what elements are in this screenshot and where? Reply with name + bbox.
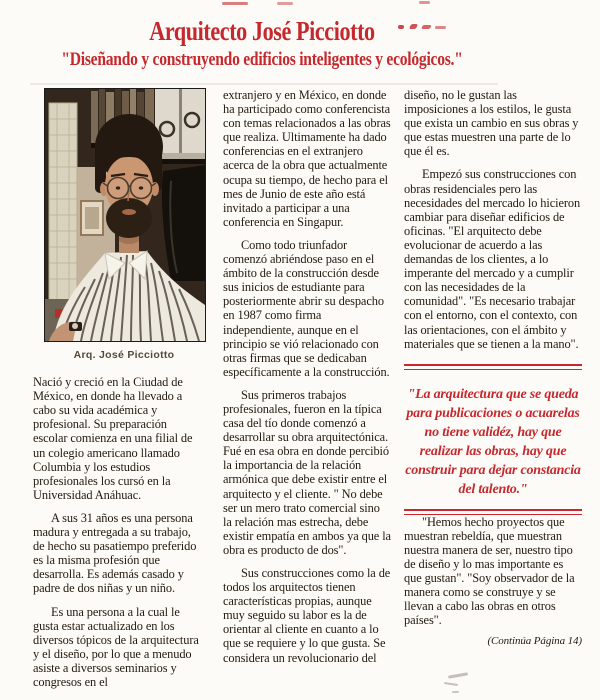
scan-artifact xyxy=(452,691,459,693)
body-paragraph: extranjero y en México, en donde ha participado como conferencista con temas relacionados a las obras que realiza. Ultimamente ha dado conferencias en el extranjero acerca de la obra que actualmente ocupa su tiempo, de hecho para el mes de Junio de este año está invitado a participar a una conferencia en Singapur. xyxy=(223,88,391,229)
column-right xyxy=(404,88,582,689)
body-paragraph: A sus 31 años es una persona madura y entregada a su trabajo, de hecho su pasatiempo preferido es la misma profesión que desarrolla. Es además casado y padre de dos niñas y un niño. xyxy=(33,510,197,596)
body-paragraph: Empezó sus construcciones con obras residenciales pero las necesidades del mercado lo hicieron cambiar para diseñar edificios de oficinas. "El arquitecto debe evolucionar de acuerdo a las demandas de los clientes, a lo imperante del mercado y a cumplir con las necesidades de la comunidad". "Es necesario trabajar con el entorno, con el contexto, con las orientaciones, con el ámbito y materiales que se tienen a la mano". xyxy=(404,167,581,351)
body-paragraph: Nació y creció en la Ciudad de México, en donde ha llevado a cabo su vida académica y profesional. Su preparación escolar comienza en una filial de un colegio americano llamado Columbia y los estudios profesionales los cursó en la Universidad Anáhuac. xyxy=(33,375,193,502)
article-header xyxy=(47,17,477,71)
scan-artifact xyxy=(277,2,293,5)
article-body xyxy=(33,88,582,689)
portrait-figure xyxy=(44,88,204,362)
body-paragraph: Sus primeros trabajos profesionales, fueron en la típica casa del tío donde comenzó a desarrollar su obra arquitectónica. Fué en esa obra en donde percibió la importancia de la relación armónica que debe existir entre el arquitecto y el cliente. " No debe ser un mero trato comercial sino la relación mas estrecha, debe existir empatía en ambos ya que la obra es producto de dos". xyxy=(223,387,391,557)
column-left xyxy=(33,88,203,689)
body-paragraph: Sus construcciones como la de todos los arquitectos tienen características propias, aunque muy seguido su labor es la de orientar al cliente en cuanto a lo que se requiere y lo que gusta. Se considera un revolucionario del xyxy=(223,566,391,665)
pull-quote: "La arquitectura que se queda para publicaciones o acuarelas no tiene validéz, hay que realizar las obras, hay que construir para dejar constancia del talento." xyxy=(405,386,581,497)
continuation-note: (Continúa Página 14) xyxy=(487,635,582,648)
body-paragraph: Es una persona a la cual le gusta estar actualizado en los diversos tópicos de la arquitectura y el diseño, por lo que a menudo asiste a diversos seminarios y congresos en el xyxy=(33,604,199,689)
body-paragraph: Como todo triunfador comenzó abriéndose paso en el ámbito de la construcción desde sus inicios de estudiante para posteriormente abrir su despacho en 1987 como firma independiente, aunque en el principio se vió relacionado con otras firmas que se dedicaban específicamente a la construcción. xyxy=(223,237,390,379)
scan-artifact xyxy=(30,83,498,85)
architect-portrait-photo xyxy=(44,88,206,342)
column-middle xyxy=(223,88,391,689)
scan-artifact xyxy=(222,2,248,5)
page-subtitle: "Diseñando y construyendo edificios inteligentes y ecológicos." xyxy=(61,49,463,71)
double-rule-divider xyxy=(404,364,582,370)
scan-artifact xyxy=(419,1,430,4)
body-paragraph: "Hemos hecho proyectos que muestran rebeldía, que muestran nuestra manera de ser, nuestro tipo de diseño y lo mas importante es que gustan". "Soy observador de la manera como se construye y se llevan a cabo las obras en otros países". xyxy=(404,514,575,628)
page-title: Arquitecto José Picciotto xyxy=(149,16,375,46)
body-paragraph: diseño, no le gustan las imposiciones a los estilos, le gusta que exista un cambio en sus obras y que estas muestren una parte de lo que él es. xyxy=(404,88,579,159)
photo-caption: Arq. José Picciotto xyxy=(73,349,175,361)
